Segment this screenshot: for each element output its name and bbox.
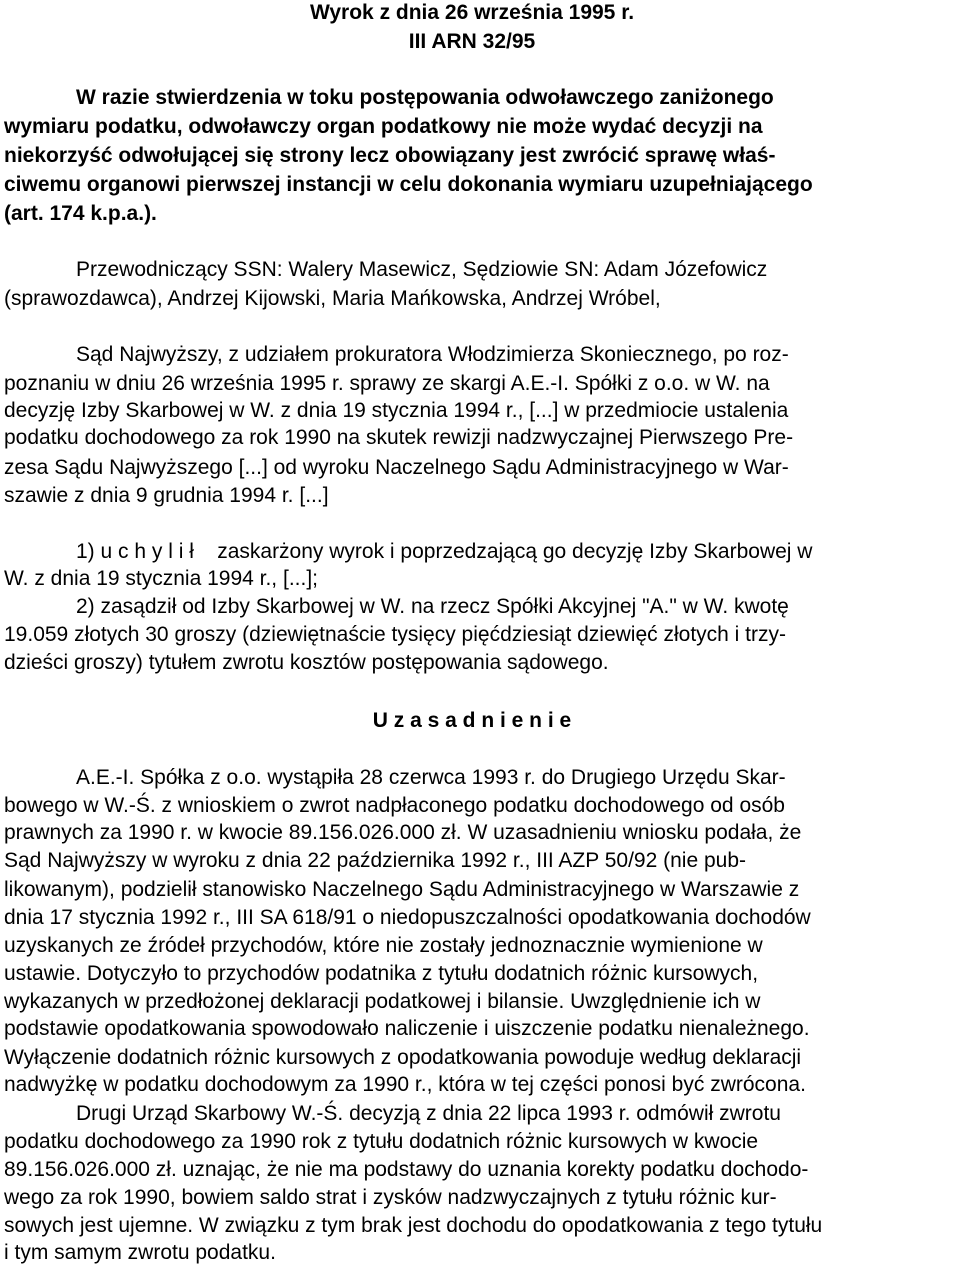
ruling-line: dzieści groszy) tytułem zwrotu kosztów postępowania sądowego.	[4, 651, 609, 674]
justification-line: podstawie opodatkowania spowodowało naliczenie i uiszczenie podatku nienależnego.	[4, 1017, 810, 1040]
intro-line: decyzję Izby Skarbowej w W. z dnia 19 stycznia 1994 r., [...] w przedmiocie ustalenia	[4, 399, 789, 422]
justification-line: likowanym), podzielił stanowisko Naczelnego Sądu Administracyjnego w Warszawie z	[4, 878, 800, 901]
intro-line: szawie z dnia 9 grudnia 1994 r. [...]	[4, 484, 329, 507]
justification-line: podatku dochodowego za 1990 rok z tytułu dodatnich różnic kursowych w kwocie	[4, 1130, 759, 1153]
thesis-line: wymiaru podatku, odwoławczy organ podatkowy nie może wydać decyzji na	[4, 115, 763, 138]
justification-line: Drugi Urząd Skarbowy W.-Ś. decyzją z dnia 22 lipca 1993 r. odmówił zwrotu	[76, 1102, 781, 1125]
justification-line: A.E.-I. Spółka z o.o. wystąpiła 28 czerwca 1993 r. do Drugiego Urzędu Skar-	[76, 766, 786, 789]
ruling-line: 19.059 złotych 30 groszy (dziewiętnaście tysięcy pięćdziesiąt dziewięć złotych i trzy-	[4, 623, 786, 646]
composition-line: Przewodniczący SSN: Walery Masewicz, Sędziowie SN: Adam Józefowicz	[76, 258, 768, 281]
justification-line: nadwyżkę w podatku dochodowym za 1990 r., która w tej części ponosi być zwrócona.	[4, 1073, 806, 1096]
thesis-line: W razie stwierdzenia w toku postępowania odwoławczego zaniżonego	[76, 86, 774, 109]
intro-line: Sąd Najwyższy, z udziałem prokuratora Włodzimierza Skoniecznego, po roz-	[76, 343, 789, 366]
justification-line: wykazanych w przedłożonej deklaracji podatkowej i bilansie. Uwzględnienie ich w	[4, 990, 761, 1013]
justification-line: i tym samym zwrotu podatku.	[4, 1241, 276, 1264]
justification-line: Sąd Najwyższy w wyroku z dnia 22 października 1992 r., III AZP 50/92 (nie pub-	[4, 849, 746, 872]
justification-line: prawnych za 1990 r. w kwocie 89.156.026.000 zł. W uzasadnieniu wniosku podała, że	[4, 821, 802, 844]
justification-line: ustawie. Dotyczyło to przychodów podatnika z tytułu dodatnich różnic kursowych,	[4, 962, 759, 985]
justification-line: uzyskanych ze źródeł przychodów, które nie zostały jednoznacznie wymienione w	[4, 934, 763, 957]
intro-line: zesa Sądu Najwyższego [...] od wyroku Naczelnego Sądu Administracyjnego w War-	[4, 456, 789, 479]
justification-line: sowych jest ujemne. W związku z tym brak jest dochodu do opodatkowania z tego tytułu	[4, 1214, 823, 1237]
justification-line: 89.156.026.000 zł. uznając, że nie ma podstawy do uznania korekty podatku dochodo-	[4, 1158, 809, 1181]
justification-line: Wyłączenie dodatnich różnic kursowych z opodatkowania powoduje według deklaracji	[4, 1046, 802, 1069]
intro-line: poznaniu w dniu 26 września 1995 r. sprawy ze skargi A.E.-I. Spółki z o.o. w W. na	[4, 372, 770, 395]
thesis-line: niekorzyść odwołującej się strony lecz obowiązany jest zwrócić sprawę właś-	[4, 144, 776, 167]
thesis-line: (art. 174 k.p.a.).	[4, 202, 157, 225]
ruling-line: 2) zasądził od Izby Skarbowej w W. na rzecz Spółki Akcyjnej "A." w W. kwotę	[76, 595, 789, 618]
thesis-line: ciwemu organowi pierwszej instancji w celu dokonania wymiaru uzupełniającego	[4, 173, 813, 196]
justification-line: dnia 17 stycznia 1992 r., III SA 618/91 o niedopuszczalności opodatkowania dochodów	[4, 906, 811, 929]
ruling-line: 1) u c h y l i ł zaskarżony wyrok i poprzedzającą go decyzję Izby Skarbowej w	[76, 540, 813, 563]
case-number: III ARN 32/95	[408, 30, 536, 53]
justification-line: wego za rok 1990, bowiem saldo strat i zysków nadzwyczajnych z tytułu różnic kur-	[4, 1186, 777, 1209]
justification-line: bowego w W.-Ś. z wnioskiem o zwrot nadpłaconego podatku dochodowego od osób	[4, 794, 785, 817]
judgment-title: Wyrok z dnia 26 września 1995 r.	[309, 1, 635, 24]
composition-line: (sprawozdawca), Andrzej Kijowski, Maria Mańkowska, Andrzej Wróbel,	[4, 287, 661, 310]
justification-heading: U z a s a d n i e n i e	[372, 709, 572, 732]
ruling-line: W. z dnia 19 stycznia 1994 r., [...];	[4, 567, 318, 590]
intro-line: podatku dochodowego za rok 1990 na skutek rewizji nadzwyczajnej Pierwszego Pre-	[4, 426, 794, 449]
